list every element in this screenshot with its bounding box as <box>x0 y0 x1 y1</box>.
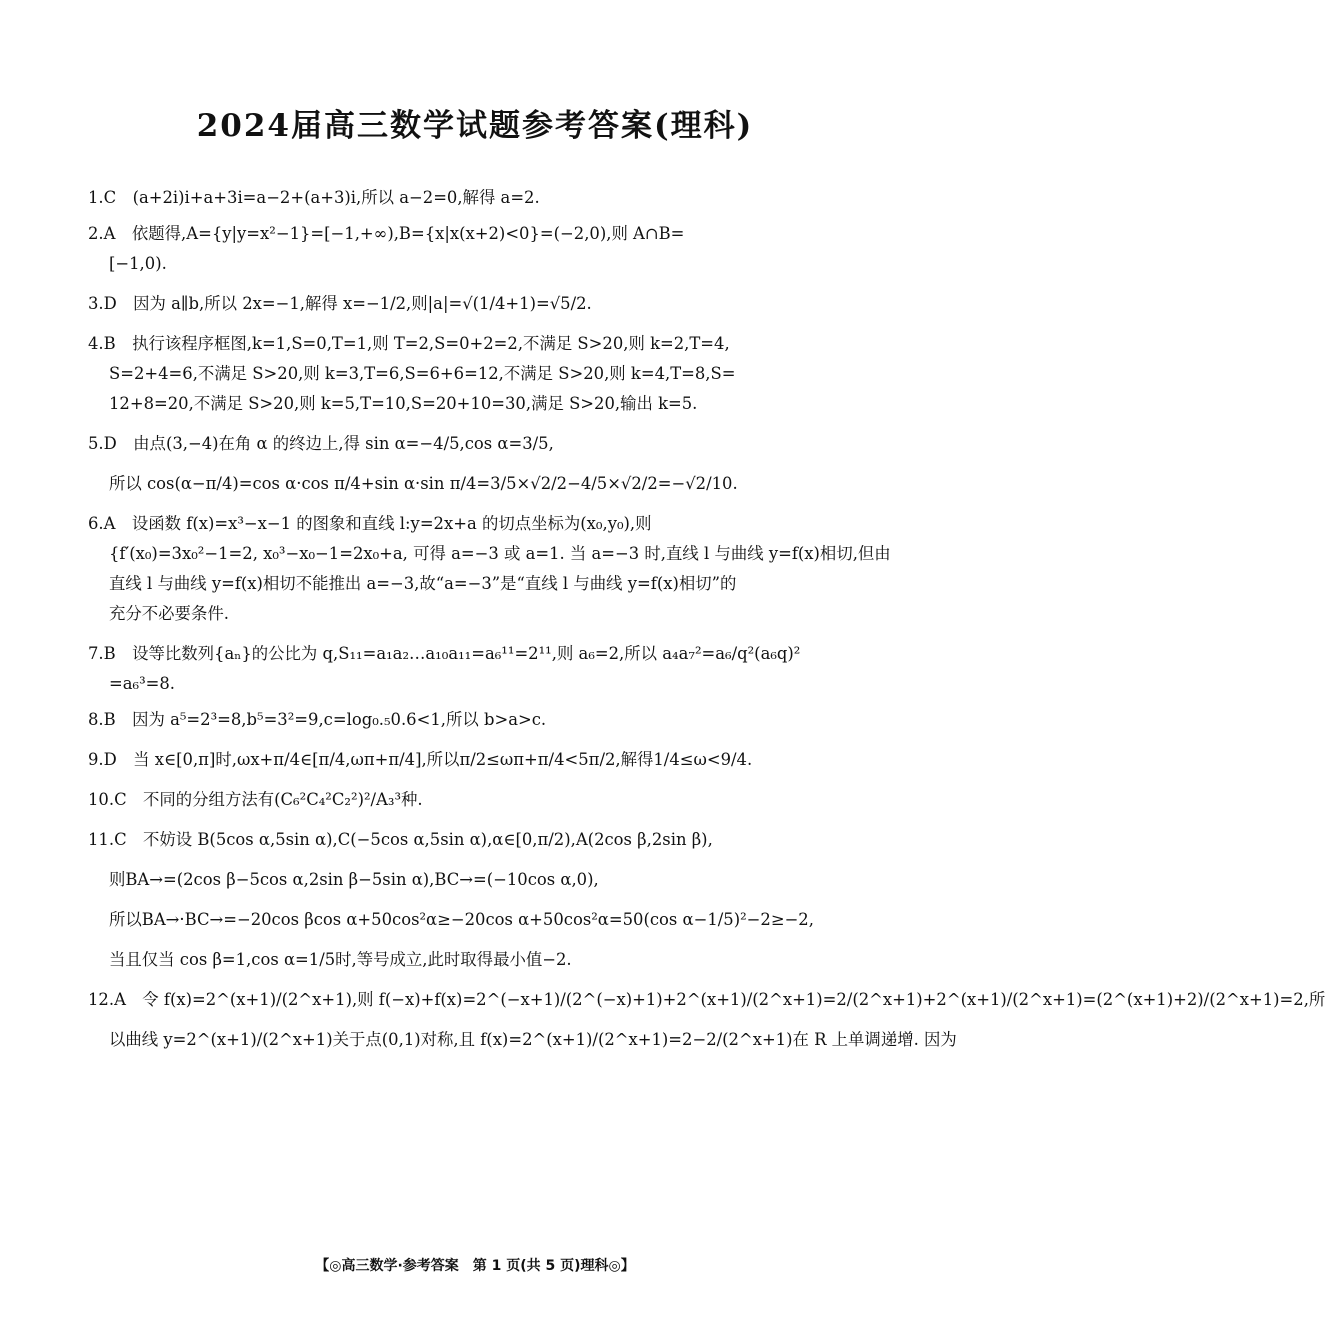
answer-item-2 <box>88 219 860 279</box>
answer-line: 充分不必要条件. <box>109 604 229 623</box>
answer-item-1 <box>88 183 860 213</box>
answer-item-5 <box>88 429 860 499</box>
answer-line: 12+8=20,不满足 S>20,则 k=5,T=10,S=20+10=30,满足 S>20,输出 k=5. <box>109 394 698 413</box>
answer-line: 则BA→=(2cos β−5cos α,2sin β−5sin α),BC→=(−10cos α,0), <box>109 870 599 889</box>
answer-line: 1.C (a+2i)i+a+3i=a−2+(a+3)i,所以 a−2=0,解得 a=2. <box>88 188 540 207</box>
page-title: 2024届高三数学试题参考答案(理科) <box>196 108 754 144</box>
answer-line: 当且仅当 cos β=1,cos α=1/5时,等号成立,此时取得最小值−2. <box>109 950 572 969</box>
answer-line: 以曲线 y=2^(x+1)/(2^x+1)关于点(0,1)对称,且 f(x)=2^(x+1)/(2^x+1)=2−2/(2^x+1)在 R 上单调递增. 因为 <box>109 1030 957 1049</box>
answer-item-7 <box>88 639 860 699</box>
answer-line: 11.C 不妨设 B(5cos α,5sin α),C(−5cos α,5sin α),α∈[0,π/2),A(2cos β,2sin β), <box>88 830 713 849</box>
answer-line: 12.A 令 f(x)=2^(x+1)/(2^x+1),则 f(−x)+f(x)=2^(−x+1)/(2^(−x)+1)+2^(x+1)/(2^x+1)=2/(2^x+1)+2^(x+1)/(2^x+1)=(2^(x+1)+2)/(2^x+1)=2,所 <box>88 990 1325 1009</box>
answer-line: [−1,0). <box>109 254 167 273</box>
answer-item-4 <box>88 329 860 419</box>
answer-line: 8.B 因为 a⁵=2³=8,b⁵=3²=9,c=log₀.₅0.6<1,所以 b>a>c. <box>88 710 547 729</box>
page-footer: 【◎高三数学·参考答案 第 1 页(共 5 页)理科◎】 <box>315 1258 635 1274</box>
answer-line: =a₆³=8. <box>109 674 176 693</box>
answer-item-6 <box>88 509 891 629</box>
answer-item-12 <box>88 985 1325 1055</box>
answer-line: 7.B 设等比数列{aₙ}的公比为 q,S₁₁=a₁a₂…a₁₀a₁₁=a₆¹¹=2¹¹,则 a₆=2,所以 a₄a₇²=a₆/q²(a₆q)² <box>88 644 801 663</box>
answer-item-10 <box>88 785 860 815</box>
answer-line: 3.D 因为 a∥b,所以 2x=−1,解得 x=−1/2,则|a|=√(1/4+1)=√5/2. <box>88 294 592 313</box>
answer-line: 9.D 当 x∈[0,π]时,ωx+π/4∈[π/4,ωπ+π/4],所以π/2≤ωπ+π/4<5π/2,解得1/4≤ω<9/4. <box>88 750 753 769</box>
answer-line: S=2+4=6,不满足 S>20,则 k=3,T=6,S=6+6=12,不满足 S>20,则 k=4,T=8,S= <box>109 364 736 383</box>
answer-item-3 <box>88 289 860 319</box>
answer-line: 5.D 由点(3,−4)在角 α 的终边上,得 sin α=−4/5,cos α=3/5, <box>88 434 554 453</box>
answer-line: {f′(x₀)=3x₀²−1=2, x₀³−x₀−1=2x₀+a, 可得 a=−3 或 a=1. 当 a=−3 时,直线 l 与曲线 y=f(x)相切,但由 <box>109 544 891 563</box>
answer-list <box>88 183 1325 1061</box>
answer-line: 所以 cos(α−π/4)=cos α·cos π/4+sin α·sin π/4=3/5×√2/2−4/5×√2/2=−√2/10. <box>109 474 738 493</box>
answer-line: 4.B 执行该程序框图,k=1,S=0,T=1,则 T=2,S=0+2=2,不满足 S>20,则 k=2,T=4, <box>88 334 730 353</box>
answer-item-8 <box>88 705 860 735</box>
answer-line: 10.C 不同的分组方法有(C₆²C₄²C₂²)²/A₃³种. <box>88 790 423 809</box>
answer-item-9 <box>88 745 860 775</box>
answer-item-11 <box>88 825 860 975</box>
answer-line: 直线 l 与曲线 y=f(x)相切不能推出 a=−3,故“a=−3”是“直线 l 与曲线 y=f(x)相切”的 <box>109 574 737 593</box>
answer-line: 2.A 依题得,A={y|y=x²−1}=[−1,+∞),B={x|x(x+2)<0}=(−2,0),则 A∩B= <box>88 224 685 243</box>
answer-line: 所以BA→·BC→=−20cos βcos α+50cos²α≥−20cos α+50cos²α=50(cos α−1/5)²−2≥−2, <box>109 910 814 929</box>
answer-line: 6.A 设函数 f(x)=x³−x−1 的图象和直线 l:y=2x+a 的切点坐标为(x₀,y₀),则 <box>88 514 652 533</box>
